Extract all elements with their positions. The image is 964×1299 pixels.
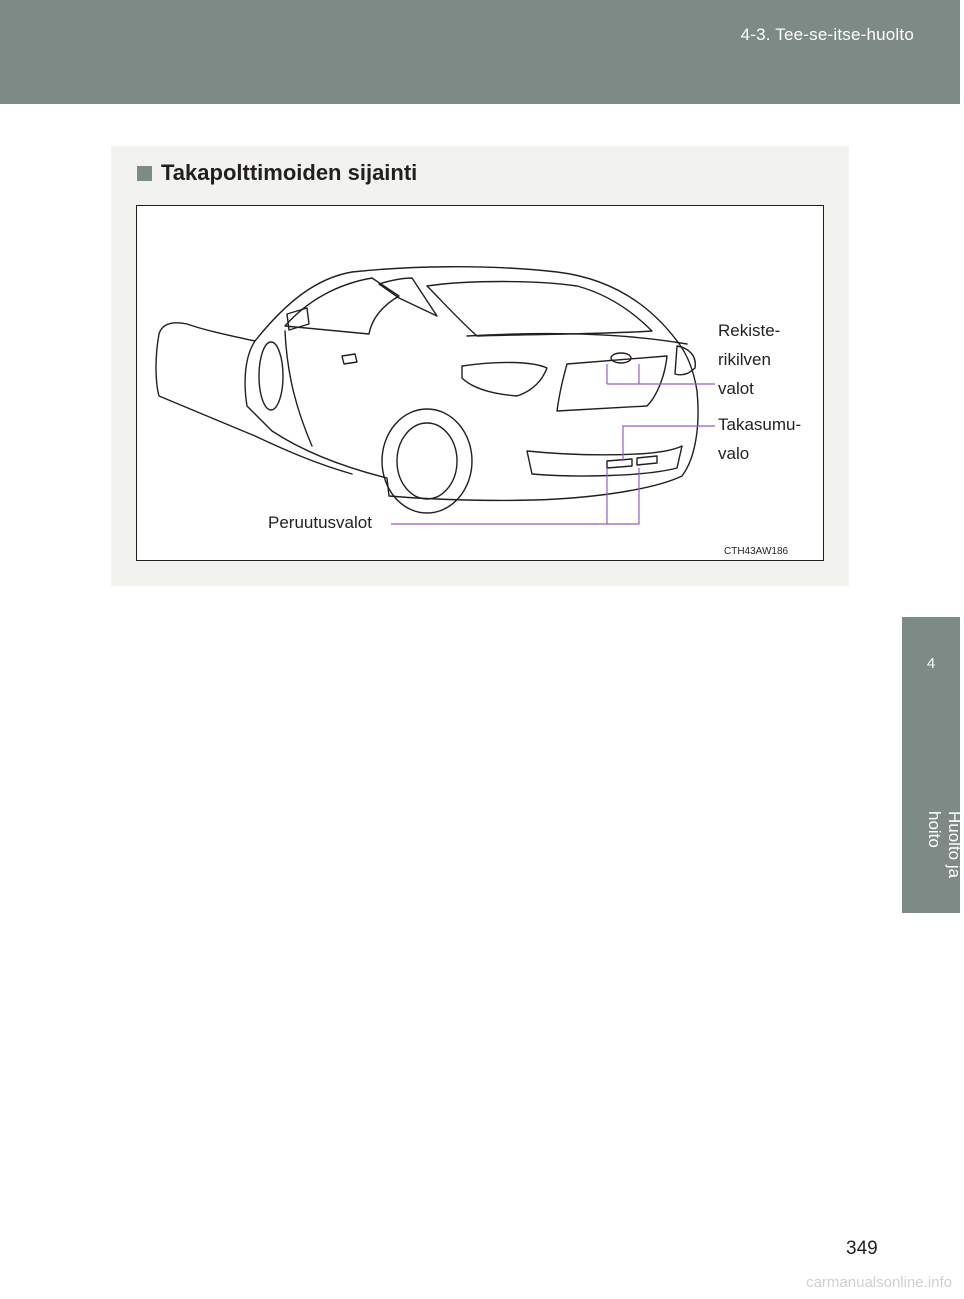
- callout-rear-fog-light: [718, 410, 801, 468]
- rear-wheel: [382, 409, 472, 513]
- tail-lamp-right: [675, 346, 695, 375]
- callout-license-line1: Rekiste-: [718, 321, 781, 340]
- door-line: [285, 331, 312, 446]
- front-wheel: [259, 342, 283, 410]
- watermark: carmanualsonline.info: [806, 1274, 952, 1291]
- section-heading: 4-3. Tee-se-itse-huolto: [740, 25, 914, 44]
- callout-reverse-lights: Peruutusvalot: [268, 513, 372, 532]
- side-window-rear: [379, 278, 437, 316]
- rear-wheel-inner: [397, 423, 457, 499]
- callout-license-line2: rikilven: [718, 350, 771, 369]
- leader-fog: [623, 426, 715, 461]
- section-title: [137, 160, 417, 186]
- callout-license-plate-lights: [718, 316, 780, 403]
- door-handle: [342, 354, 357, 364]
- reverse-lamp: [637, 456, 657, 465]
- callout-fog-line2: valo: [718, 444, 750, 463]
- rear-emblem: [611, 353, 631, 363]
- tail-lamp-left: [462, 362, 547, 396]
- rear-diffuser: [527, 446, 682, 476]
- chapter-number: 4: [926, 655, 936, 672]
- callout-license-line3: valot: [718, 379, 754, 398]
- chapter-tab: [902, 617, 964, 913]
- chapter-label: Huolto ja hoito: [925, 811, 964, 879]
- figure-code: CTH43AW186: [724, 546, 789, 557]
- section-title-text: Takapolttimoiden sijainti: [161, 160, 418, 185]
- header-band: [0, 0, 960, 104]
- chapter-label-box: [902, 711, 964, 913]
- car-side-outline: [156, 323, 352, 474]
- fog-lamp: [607, 459, 632, 468]
- square-bullet-icon: [137, 166, 152, 181]
- callout-fog-line1: Takasumu-: [718, 415, 802, 434]
- page-number: 349: [846, 1238, 878, 1259]
- chapter-number-box: [902, 617, 960, 711]
